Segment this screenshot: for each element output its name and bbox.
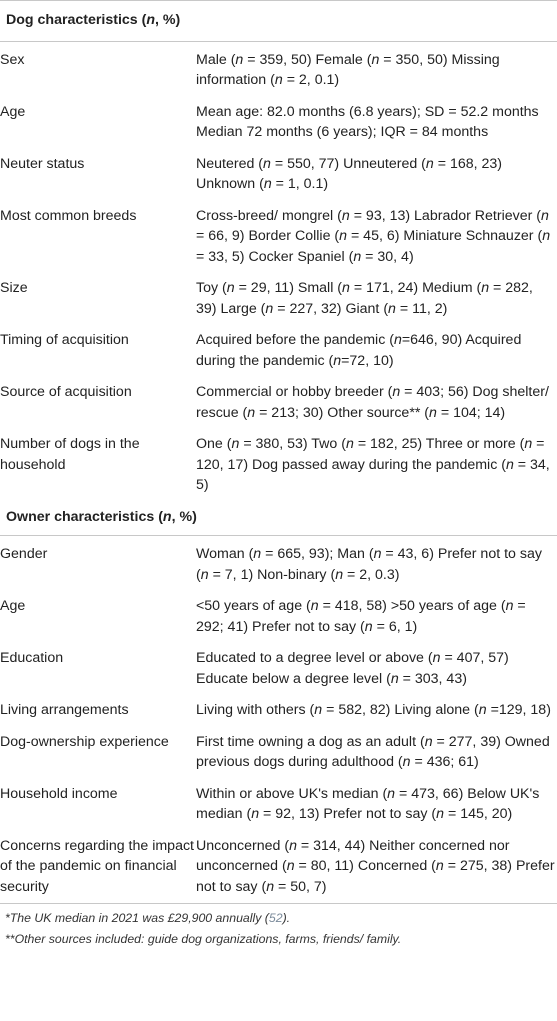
section-heading-owner: Owner characteristics (n, %) [6, 508, 197, 525]
row-label: Education [0, 650, 64, 666]
row-value: Unconcerned (n = 314, 44) Neither concerned nor unconcerned (n = 80, 11) Concerned (n = 275, 38) Prefer not to say (n = 50, 7) [196, 830, 557, 904]
row-value: Mean age: 82.0 months (6.8 years); SD = 52.2 months Median 72 months (6 years); IQR = 84 months [196, 103, 539, 140]
row-value: <50 years of age (n = 418, 58) >50 years of age (n = 292; 41) Prefer not to say (n = 6, 1) [196, 598, 526, 635]
table-row [0, 272, 557, 324]
row-label: Most common breeds [0, 207, 137, 224]
table-row [0, 590, 557, 642]
row-value: Acquired before the pandemic (n=646, 90) Acquired during the pandemic (n=72, 10) [196, 332, 522, 369]
row-label: Sex [0, 41, 196, 96]
row-value: First time owning a dog as an adult (n = 277, 39) Owned previous dogs during adulthood (n = 436; 61) [196, 733, 550, 770]
table-row [0, 694, 557, 726]
row-label: Age [0, 103, 26, 120]
footnote-income-end: ). [282, 911, 291, 925]
row-value: Cross-breed/ mongrel (n = 93, 13) Labrador Retriever (n = 66, 9) Border Collie (n = 45, 6) Miniature Schnauzer (n = 33, 5) Cocker Spaniel (n = 30, 4) [196, 207, 551, 265]
row-label: Dog-ownership experience [0, 733, 169, 750]
table-row [0, 200, 557, 273]
table-row [0, 41, 557, 96]
row-value: Neutered (n = 550, 77) Unneutered (n = 168, 23) Unknown (n = 1, 0.1) [196, 155, 503, 192]
footnote-income [5, 908, 557, 929]
footnote-other-sources: **Other sources included: guide dog organizations, farms, friends/ family. [5, 932, 402, 946]
section-header-dog [0, 1, 557, 42]
table-row [0, 726, 557, 778]
reference-link[interactable]: 52 [268, 911, 283, 925]
table-footnotes [0, 904, 557, 950]
row-label: Gender [0, 536, 196, 591]
row-value: Toy (n = 29, 11) Small (n = 171, 24) Medium (n = 282, 39) Large (n = 227, 32) Giant (n = 11, 2) [196, 280, 533, 317]
row-label: Source of acquisition [0, 384, 132, 400]
row-value: Commercial or hobby breeder (n = 403; 56) Dog shelter/ rescue (n = 213; 30) Other source** (n = 104; 14) [196, 384, 549, 421]
row-value: Living with others (n = 582, 82) Living alone (n =129, 18) [196, 702, 551, 718]
row-label: Household income [0, 785, 118, 802]
row-value: Male (n = 359, 50) Female (n = 350, 50) Missing information (n = 2, 0.1) [196, 41, 557, 96]
table-row [0, 536, 557, 591]
row-value: Within or above UK's median (n = 473, 66) Below UK's median (n = 92, 13) Prefer not to say (n = 145, 20) [196, 785, 540, 822]
table-row [0, 148, 557, 200]
row-label: Number of dogs in the household [0, 436, 140, 473]
table-row [0, 428, 557, 501]
row-value: Educated to a degree level or above (n = 407, 57) Educate below a degree level (n = 303, 43) [196, 650, 509, 687]
table-row [0, 376, 557, 428]
footnote-income-text: *The UK median in 2021 was £29,900 annually ( [5, 911, 269, 925]
row-label: Neuter status [0, 155, 85, 172]
row-label: Timing of acquisition [0, 332, 129, 348]
table-row [0, 778, 557, 830]
section-header-owner [0, 501, 557, 536]
table-row [0, 324, 557, 376]
section-heading-dog: Dog characteristics (n, %) [0, 1, 557, 42]
table-row [0, 830, 557, 904]
table-row [0, 642, 557, 694]
table-row [0, 96, 557, 148]
row-label: Age [0, 598, 26, 614]
row-label: Concerns regarding the impact of the pandemic on financial security [0, 830, 196, 904]
row-label: Living arrangements [0, 702, 129, 718]
row-label: Size [0, 280, 28, 296]
row-value: One (n = 380, 53) Two (n = 182, 25) Three or more (n = 120, 17) Dog passed away during the pandemic (n = 34, 5) [196, 436, 550, 493]
row-value: Woman (n = 665, 93); Man (n = 43, 6) Prefer not to say (n = 7, 1) Non-binary (n = 2, 0.3) [196, 536, 557, 591]
